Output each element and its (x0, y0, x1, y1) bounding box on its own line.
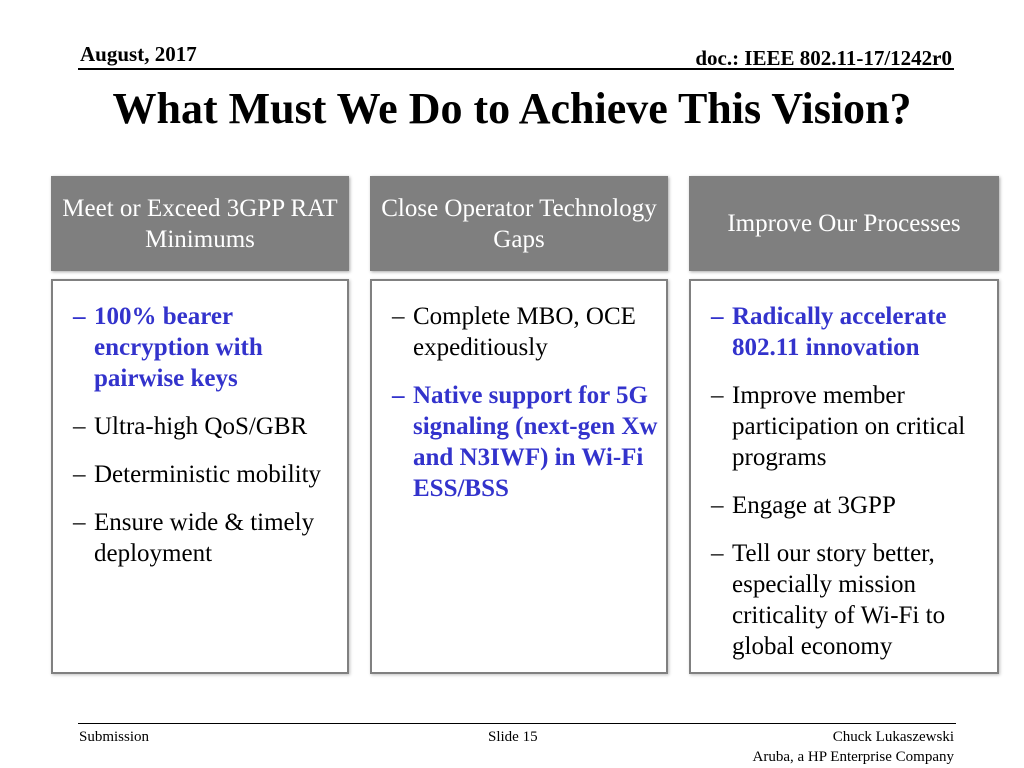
bullet-item (73, 459, 341, 490)
header-doc-id: doc.: IEEE 802.11-17/1242r0 (695, 46, 952, 70)
bullet-item (73, 301, 341, 394)
column-3-heading: Improve Our Processes (689, 176, 999, 271)
bullet-item (73, 411, 341, 442)
footer-affiliation: Aruba, a HP Enterprise Company (752, 749, 954, 765)
bullet-item (711, 380, 991, 473)
bullet-item (711, 490, 991, 521)
header-rule (78, 68, 954, 70)
bullet-dash: – (711, 303, 724, 330)
bullet-text: Ultra-high QoS/GBR (94, 413, 308, 440)
column-1-bullets (73, 301, 341, 569)
bullet-item (73, 507, 341, 569)
bullet-dash: – (73, 413, 86, 440)
bullet-text: Ensure wide & timely deployment (94, 509, 315, 567)
bullet-item (392, 380, 660, 504)
bullet-text: Complete MBO, OCE expeditiously (413, 303, 636, 361)
footer-author: Chuck Lukaszewski (832, 729, 954, 745)
footer-slide-number: Slide 15 (488, 729, 538, 745)
bullet-dash: – (73, 509, 86, 536)
column-2-bullets (392, 301, 660, 504)
bullet-item (392, 301, 660, 363)
header-date: August, 2017 (80, 42, 197, 66)
bullet-text: Native support for 5G signaling (next-gen Xw and N3IWF) in Wi-Fi ESS/BSS (413, 382, 658, 502)
bullet-text: 100% bearer encryption with pairwise keys (94, 303, 263, 392)
bullet-text: Radically accelerate 802.11 innovation (732, 303, 947, 361)
bullet-item (711, 301, 991, 363)
bullet-item (711, 538, 991, 662)
bullet-text: Engage at 3GPP (732, 492, 896, 519)
bullet-text: Tell our story better, especially mission criticality of Wi-Fi to global economy (732, 540, 946, 660)
column-3-bullets (711, 301, 991, 662)
bullet-text: Deterministic mobility (94, 461, 322, 488)
bullet-text: Improve member participation on critical programs (732, 382, 966, 471)
bullet-dash: – (711, 382, 724, 409)
column-3-body (689, 279, 999, 674)
column-1-heading: Meet or Exceed 3GPP RAT Minimums (51, 176, 349, 271)
column-2-body (370, 279, 668, 674)
bullet-dash: – (73, 303, 86, 330)
column-1-body (51, 279, 349, 674)
bullet-dash: – (392, 382, 405, 409)
bullet-dash: – (711, 492, 724, 519)
footer-rule (78, 723, 956, 724)
bullet-dash: – (73, 461, 86, 488)
bullet-dash: – (392, 303, 405, 330)
footer-submission: Submission (79, 729, 150, 745)
bullet-dash: – (711, 540, 724, 567)
slide-title: What Must We Do to Achieve This Vision? (112, 84, 912, 133)
column-2-heading: Close Operator Technology Gaps (370, 176, 668, 271)
